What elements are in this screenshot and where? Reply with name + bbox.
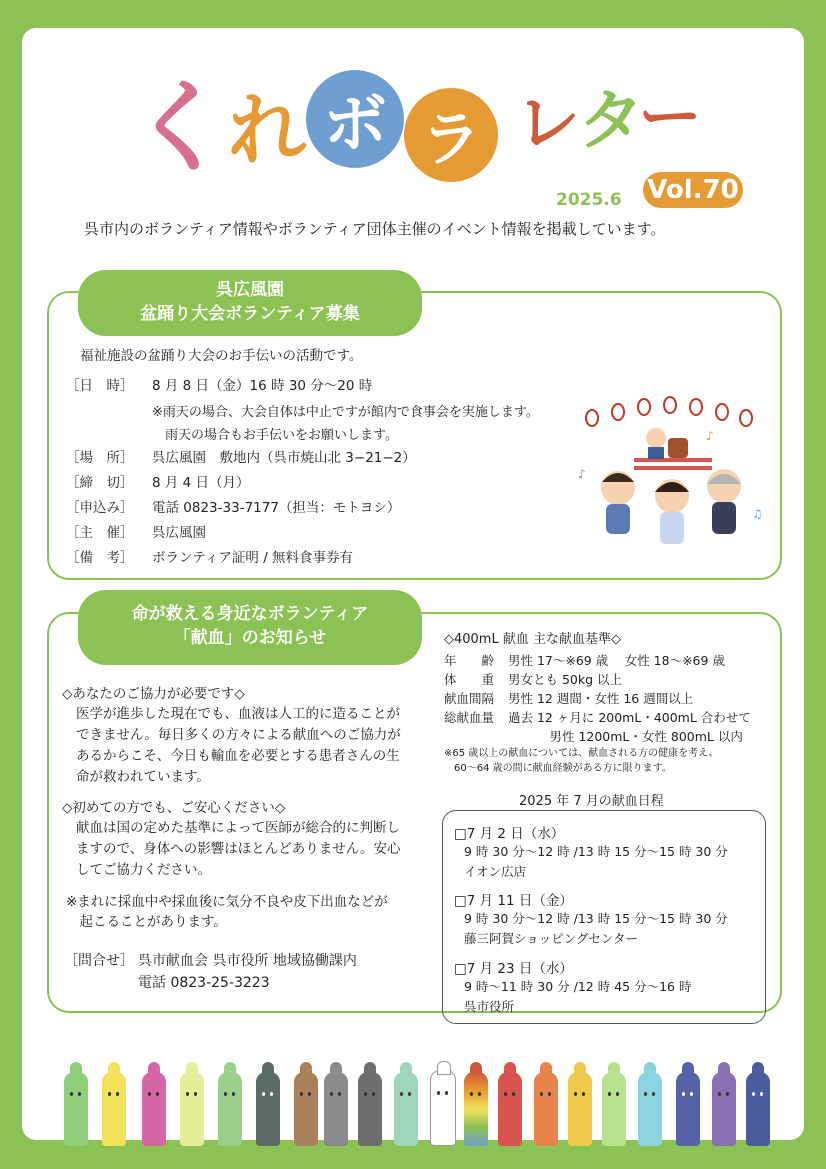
logo-char-ku: く: [130, 69, 230, 186]
event1-value-apply: 電話 0823-33-7177（担当：モトヨシ）: [152, 500, 401, 516]
schedule-place: 呉市役所: [464, 999, 515, 1014]
side-effect-note: 起こることがあります。: [66, 914, 227, 930]
need-line: 医学が進歩した現在でも、血液は人工的に造ることが: [76, 706, 400, 722]
music-note-icon: ♪: [578, 467, 586, 481]
criteria-value: 男性 1200mL・女性 800mL 以内: [508, 729, 743, 744]
schedule-date: □7 月 2 日（水）: [454, 826, 565, 842]
need-line: あるからこそ、今日も輸血を必要とする患者さんの生: [76, 748, 400, 764]
first-line: してご協力ください。: [76, 862, 211, 878]
event2-title: [78, 590, 422, 665]
first-heading: ◇初めての方でも、ご安心ください◇: [62, 800, 286, 816]
schedule-place: 藤三阿賀ショッピングセンター: [464, 931, 639, 946]
dancer-grandparent-icon: [707, 469, 741, 534]
crayon-icon: [324, 1072, 348, 1146]
crayon-icon: [602, 1072, 626, 1146]
crayon-characters: [62, 1066, 774, 1146]
taiko-drum-icon: [668, 438, 688, 458]
crayon-icon: [294, 1072, 318, 1146]
event1-label-host: ［主 催］: [66, 525, 134, 541]
crayon-icon: [180, 1072, 204, 1146]
logo-char-re: れ: [228, 86, 307, 176]
event2-title-line1: 命が救える身近なボランティア: [131, 604, 369, 624]
crayon-icon: [638, 1072, 662, 1146]
bon-dance-illustration: [572, 392, 772, 552]
dancer-girl-icon: [655, 479, 689, 544]
logo-char-ta: タ: [578, 82, 644, 159]
schedule-time: 9 時 30 分〜12 時 /13 時 15 分〜15 時 30 分: [464, 844, 728, 859]
crayon-icon: [676, 1072, 700, 1146]
crayon-icon: [142, 1072, 166, 1146]
event2-title-line2: 「献血」のお知らせ: [173, 628, 327, 648]
event1-label-notes: ［備 考］: [66, 550, 134, 566]
event1-value-host: 呉広風園: [152, 525, 206, 541]
need-heading: ◇あなたのご協力が必要です◇: [62, 686, 245, 702]
event1-lead: 福祉施設の盆踊り大会のお手伝いの活動です。: [80, 348, 363, 364]
issue-date: 2025.6: [556, 190, 622, 210]
criteria-label: 体 重: [444, 672, 495, 687]
schedule-time: 9 時 30 分〜12 時 /13 時 15 分〜15 時 30 分: [464, 911, 728, 926]
crayon-icon: [746, 1072, 770, 1146]
crayon-icon: [498, 1072, 522, 1146]
schedule-date: □7 月 23 日（水）: [454, 961, 573, 977]
first-line: 献血は国の定めた基準によって医師が総合的に判断し: [76, 820, 400, 836]
event1-label-place: ［場 所］: [66, 450, 134, 466]
criteria-value: 男性 17〜※69 歳 女性 18〜※69 歳: [508, 653, 725, 668]
logo-char-dash: ー: [638, 81, 702, 155]
logo-char-re2: レ: [516, 87, 580, 161]
drummer-icon: [646, 428, 666, 448]
crayon-icon: [358, 1072, 382, 1146]
event1-label-deadline: ［締 切］: [66, 475, 134, 491]
intro-text: 呉市内のボランティア情報やボランティア団体主催のイベント情報を掲載しています。: [84, 220, 666, 238]
criteria-label: 献血間隔: [444, 691, 495, 706]
schedule-date: □7 月 11 日（金）: [454, 893, 573, 909]
side-effect-note: ※まれに採血中や採血後に気分不良や皮下出血などが: [66, 894, 388, 910]
event1-rain-note: ※雨天の場合、大会自体は中止ですが館内で食事会を実施します。: [152, 405, 539, 420]
need-line: 命が救われています。: [76, 769, 210, 785]
criteria-value: 男女とも 50kg 以上: [508, 672, 623, 687]
crayon-icon: [712, 1072, 736, 1146]
event1-value-notes: ボランティア証明 / 無料食事券有: [152, 550, 354, 566]
lantern-icons: [586, 397, 752, 426]
contact-phone: 電話 0823-25-3223: [138, 975, 270, 991]
criteria-note: 60〜64 歳の間に献血経験がある方に限ります。: [444, 763, 672, 774]
schedule-place: イオン広店: [464, 864, 527, 879]
event1-value-deadline: 8 月 4 日（月）: [152, 475, 250, 491]
criteria-label: 総献血量: [444, 710, 495, 725]
music-note-icon-2: ♫: [752, 507, 763, 521]
criteria-note: ※65 歳以上の献血については、献血される方の健康を考え、: [444, 748, 719, 759]
criteria-value: 男性 12 週間・女性 16 週間以上: [508, 691, 694, 706]
event1-rain-note2: 雨天の場合もお手伝いをお願いします。: [152, 428, 398, 443]
criteria-value: 過去 12 ヶ月に 200mL・400mL 合わせて: [508, 710, 751, 725]
crayon-icon: [568, 1072, 592, 1146]
crayon-icon: [102, 1072, 126, 1146]
event1-label-datetime: ［日 時］: [66, 378, 134, 394]
contact-label: ［問合せ］: [64, 953, 134, 969]
crayon-icon: [534, 1072, 558, 1146]
criteria-heading: ◇400mL 献血 主な献血基準◇: [444, 632, 621, 647]
schedule-title: 2025 年 7 月の献血日程: [519, 794, 664, 809]
volume-badge: Vol.70: [643, 172, 743, 208]
contact-org: 呉市献血会 呉市役所 地域協働課内: [138, 953, 357, 969]
crayon-icon: [430, 1070, 456, 1146]
need-line: できません。毎日多くの方々による献血へのご協力が: [76, 727, 401, 743]
crayon-icon: [394, 1072, 418, 1146]
crayon-icon: [256, 1072, 280, 1146]
event1-value-place: 呉広風園 敷地内（呉市焼山北 3−21−2）: [152, 450, 416, 466]
logo-circle-bo: ボ: [306, 70, 404, 168]
logo-circle-ra: ラ: [404, 88, 498, 182]
event1-value-datetime: 8 月 8 日（金）16 時 30 分〜20 時: [152, 378, 373, 394]
event1-title-line2: 盆踊り大会ボランティア募集: [140, 304, 360, 324]
schedule-time: 9 時〜11 時 30 分 /12 時 45 分〜16 時: [464, 979, 692, 994]
dancer-boy-icon: [601, 471, 635, 534]
event1-title: [78, 270, 422, 336]
crayon-icon: [64, 1072, 88, 1146]
criteria-label: 年 齢: [444, 653, 495, 668]
crayon-icon: [464, 1072, 488, 1146]
crayon-icon: [218, 1072, 242, 1146]
event1-label-apply: ［申込み］: [66, 500, 134, 516]
first-line: ますので、身体への影響はほとんどありません。安心: [76, 841, 401, 857]
event1-title-line1: 呉広風園: [216, 280, 284, 300]
music-note-icon-3: ♪: [706, 429, 714, 443]
